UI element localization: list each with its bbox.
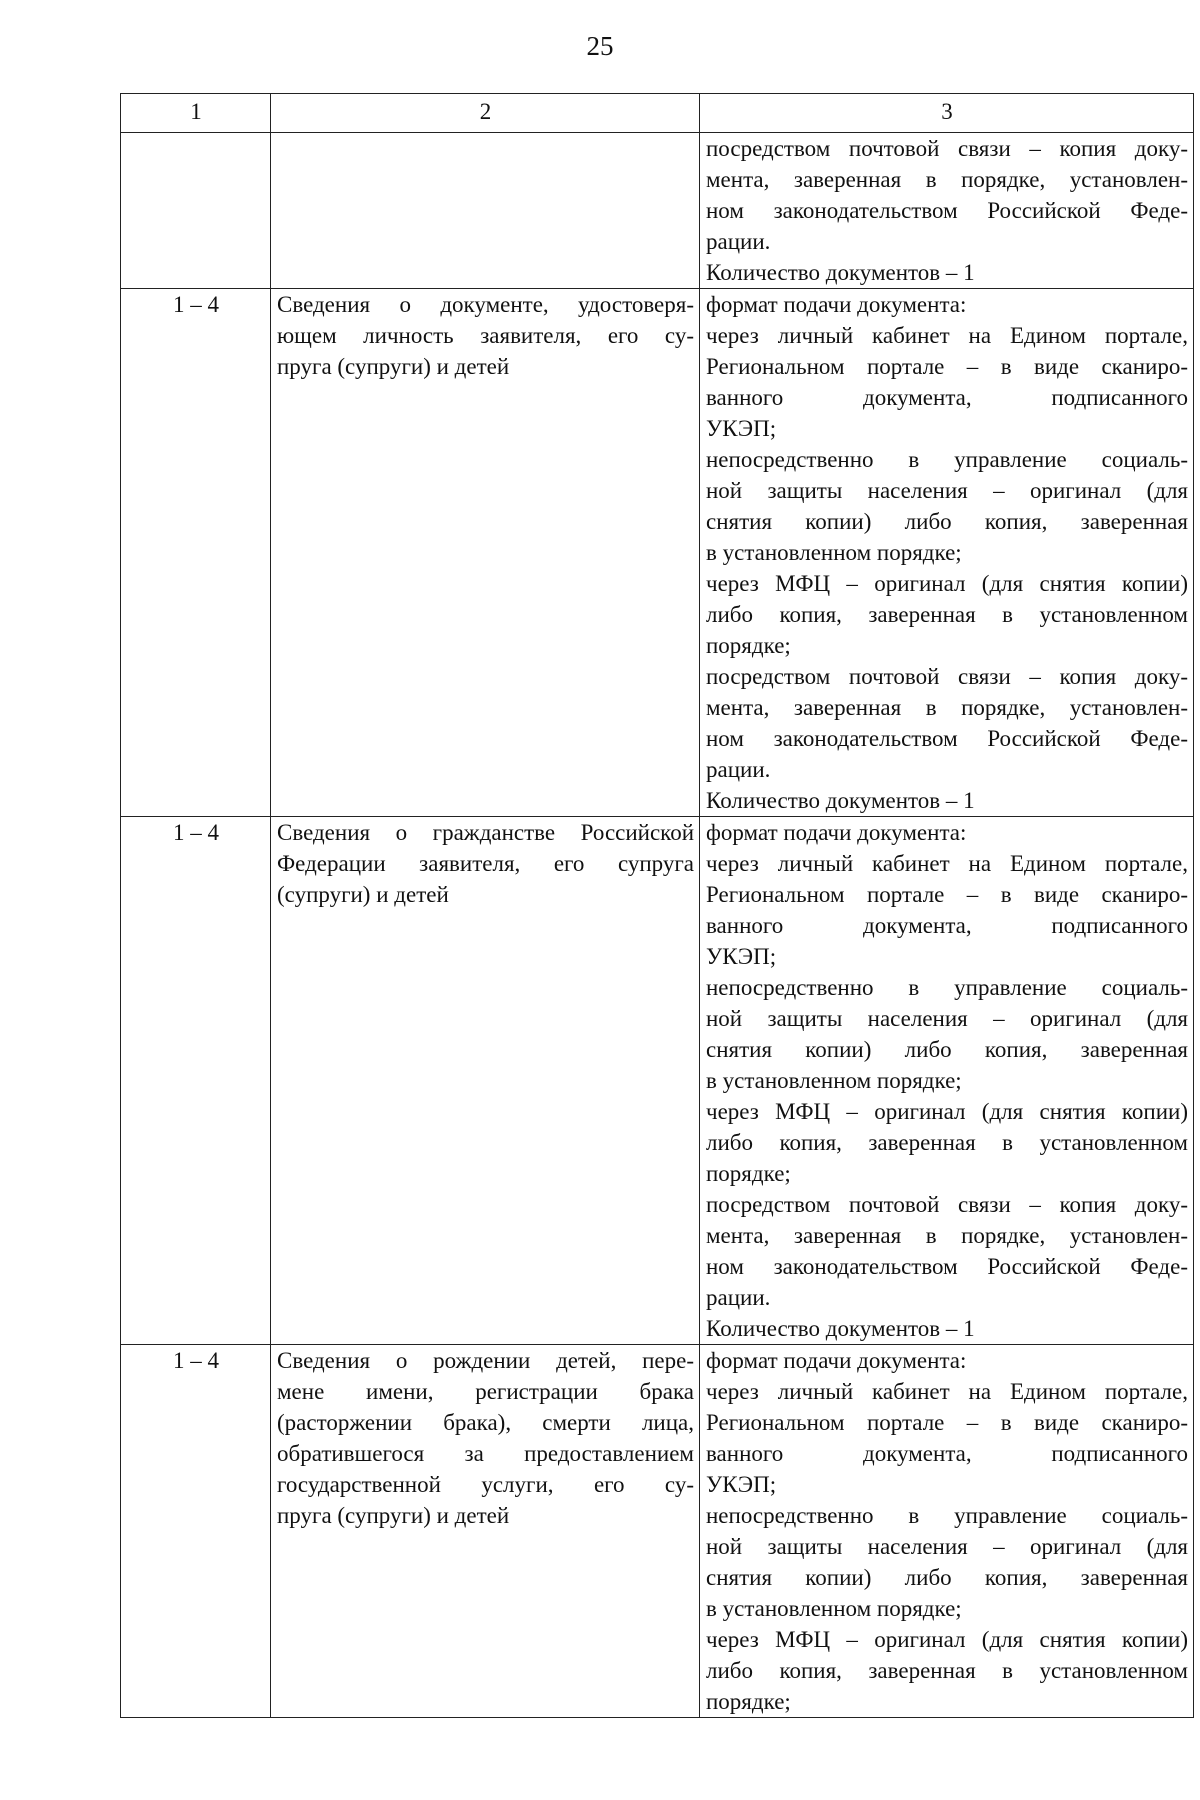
row-number-cell: 1 – 4	[121, 1345, 271, 1718]
submission-format-line: формат подачи документа:	[706, 292, 967, 317]
submission-format-line: рации.	[706, 1285, 771, 1310]
submission-format-line: через личный кабинет на Едином портале,	[706, 1379, 1188, 1404]
submission-format-line: ной защиты населения – оригинал (для	[706, 1534, 1188, 1559]
submission-format-line: Количество документов – 1	[706, 1316, 975, 1341]
submission-format-line: через МФЦ – оригинал (для снятия копии)	[706, 571, 1188, 596]
information-line: государственной услуги, его су-	[277, 1472, 694, 1497]
submission-format-line: ванного документа, подписанного	[706, 385, 1188, 410]
information-cell	[271, 133, 700, 289]
submission-format-line: рации.	[706, 229, 771, 254]
submission-format-line: ванного документа, подписанного	[706, 1441, 1188, 1466]
information-cell	[271, 817, 700, 1345]
submission-format-line: непосредственно в управление социаль-	[706, 1503, 1188, 1528]
submission-format-line: порядке;	[706, 633, 791, 658]
column-header-1: 1	[121, 94, 271, 133]
information-line: (супруги) и детей	[277, 882, 449, 907]
submission-format-line: посредством почтовой связи – копия доку-	[706, 1192, 1188, 1217]
submission-format-line: ванного документа, подписанного	[706, 913, 1188, 938]
column-header-3: 3	[700, 94, 1194, 133]
column-header-2: 2	[271, 94, 700, 133]
submission-format-line: порядке;	[706, 1689, 791, 1714]
submission-format-cell	[700, 1345, 1194, 1718]
submission-format-line: рации.	[706, 757, 771, 782]
submission-format-line: посредством почтовой связи – копия доку-	[706, 664, 1188, 689]
row-number-cell: 1 – 4	[121, 817, 271, 1345]
submission-format-cell	[700, 289, 1194, 817]
submission-format-line: мента, заверенная в порядке, установлен-	[706, 167, 1188, 192]
table-row	[121, 1345, 1194, 1718]
submission-format-line: Региональном портале – в виде сканиро-	[706, 354, 1188, 379]
submission-format-line: снятия копии) либо копия, заверенная	[706, 509, 1188, 534]
submission-format-line: посредством почтовой связи – копия доку-	[706, 136, 1188, 161]
table-header-row	[121, 94, 1194, 133]
page-number: 25	[586, 31, 614, 61]
information-line: Сведения о рождении детей, пере-	[277, 1348, 694, 1373]
submission-format-line: Количество документов – 1	[706, 788, 975, 813]
submission-format-line: через личный кабинет на Едином портале,	[706, 851, 1188, 876]
submission-format-line: через МФЦ – оригинал (для снятия копии)	[706, 1627, 1188, 1652]
table-row	[121, 289, 1194, 817]
submission-format-line: порядке;	[706, 1161, 791, 1186]
submission-format-line: ном законодательством Российской Феде-	[706, 1254, 1188, 1279]
submission-format-cell	[700, 817, 1194, 1345]
submission-format-line: формат подачи документа:	[706, 820, 967, 845]
submission-format-line: непосредственно в управление социаль-	[706, 447, 1188, 472]
submission-format-line: УКЭП;	[706, 1472, 777, 1497]
table-header	[121, 94, 1194, 133]
submission-format-line: Региональном портале – в виде сканиро-	[706, 1410, 1188, 1435]
submission-format-line: либо копия, заверенная в установленном	[706, 1130, 1188, 1155]
submission-format-line: в установленном порядке;	[706, 540, 962, 565]
submission-format-line: ной защиты населения – оригинал (для	[706, 478, 1188, 503]
submission-format-line: ном законодательством Российской Феде-	[706, 726, 1188, 751]
submission-format-cell	[700, 133, 1194, 289]
submission-format-line: снятия копии) либо копия, заверенная	[706, 1037, 1188, 1062]
submission-format-line: Количество документов – 1	[706, 260, 975, 285]
submission-format-line: Региональном портале – в виде сканиро-	[706, 882, 1188, 907]
information-line: Федерации заявителя, его супруга	[277, 851, 694, 876]
submission-format-line: ной защиты населения – оригинал (для	[706, 1006, 1188, 1031]
submission-format-line: через личный кабинет на Едином портале,	[706, 323, 1188, 348]
table-row	[121, 133, 1194, 289]
submission-format-line: либо копия, заверенная в установленном	[706, 1658, 1188, 1683]
submission-format-line: в установленном порядке;	[706, 1068, 962, 1093]
submission-format-line: формат подачи документа:	[706, 1348, 967, 1373]
submission-format-line: УКЭП;	[706, 944, 777, 969]
submission-format-line: либо копия, заверенная в установленном	[706, 602, 1188, 627]
information-line: (расторжении брака), смерти лица,	[277, 1410, 694, 1435]
submission-format-line: непосредственно в управление социаль-	[706, 975, 1188, 1000]
table-body	[121, 133, 1194, 1718]
submission-format-line: мента, заверенная в порядке, установлен-	[706, 695, 1188, 720]
information-line: мене имени, регистрации брака	[277, 1379, 694, 1404]
submission-format-line: снятия копии) либо копия, заверенная	[706, 1565, 1188, 1590]
submission-format-line: в установленном порядке;	[706, 1596, 962, 1621]
information-line: Сведения о документе, удостоверя-	[277, 292, 694, 317]
submission-format-line: УКЭП;	[706, 416, 777, 441]
table-row	[121, 817, 1194, 1345]
information-cell	[271, 1345, 700, 1718]
information-cell	[271, 289, 700, 817]
information-line: обратившегося за предоставлением	[277, 1441, 694, 1466]
submission-format-line: мента, заверенная в порядке, установлен-	[706, 1223, 1188, 1248]
information-line: ющем личность заявителя, его су-	[277, 323, 694, 348]
information-line: пруга (супруги) и детей	[277, 1503, 510, 1528]
submission-format-line: через МФЦ – оригинал (для снятия копии)	[706, 1099, 1188, 1124]
document-table	[120, 93, 1194, 1718]
information-line: Сведения о гражданстве Российской	[277, 820, 694, 845]
row-number-cell	[121, 133, 271, 289]
submission-format-line: ном законодательством Российской Феде-	[706, 198, 1188, 223]
information-line: пруга (супруги) и детей	[277, 354, 510, 379]
row-number-cell: 1 – 4	[121, 289, 271, 817]
